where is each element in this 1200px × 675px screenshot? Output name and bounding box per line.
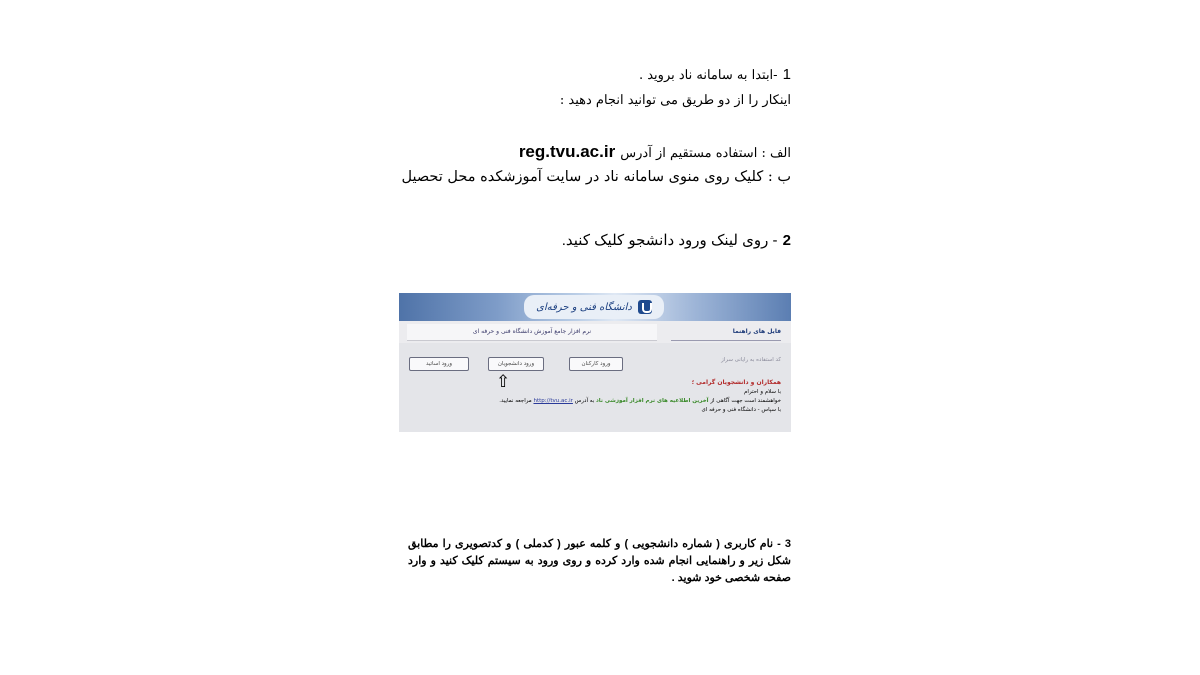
salutation-text: با سلام و احترام (744, 389, 781, 395)
step1-text: -ابتدا به سامانه ناد بروید . (638, 68, 778, 83)
step3-part1: 3 - نام کاربری ( شماره دانشجویی ) و کلمه عبور ( کدملی ) و کدتصویری را مطابق شکل زیر و راهنمایی انجام شده وارد کرده و روی (408, 538, 791, 567)
option-a-url[interactable]: reg.tvu.ac.ir (518, 142, 616, 161)
step1-option-a (519, 142, 791, 162)
message-mid: به آدرس (574, 398, 595, 404)
step3-part2: کلیک کنید و وارد صفحه شخصی خود شوید . (408, 555, 791, 584)
step1-line2: اینکار را از دو طریق می توانید انجام دهید : (559, 93, 791, 108)
option-a-prefix: الف : استفاده مستقیم از آدرس (620, 146, 791, 161)
staff-login-button[interactable]: ورود کارکنان (569, 357, 623, 371)
greeting-text: همکاران و دانشجویان گرامی ؛ (691, 379, 781, 386)
step1-line (639, 64, 791, 83)
message-suffix: مراجعه نمایید. (499, 398, 532, 404)
message-url-link[interactable]: http://tvu.ac.ir (533, 398, 573, 404)
up-arrow-icon: ⇧ (496, 372, 511, 392)
message-highlight: آخرین اطلاعیه های نرم افزار آموزشی ناد (595, 398, 709, 404)
student-login-button[interactable]: ورود دانشجویان (488, 357, 544, 371)
step2-line (562, 230, 791, 249)
logo-text: دانشگاه فنی و حرفه‌ای (536, 301, 632, 313)
message-text (499, 398, 781, 404)
nav-title: نرم افزار جامع آموزش دانشگاه فنی و حرفه ای (407, 324, 657, 341)
university-logo (524, 295, 664, 319)
step3-bold: ورود به سیستم (487, 555, 559, 567)
step2-text: - روی لینک ورود دانشجو کلیک کنید. (561, 232, 778, 249)
university-logo-icon (638, 300, 652, 314)
welcome-text: کد استفاده به رایانی سراز (721, 357, 781, 363)
nav-help-link[interactable]: فایل های راهنما (671, 324, 781, 341)
site-nav (399, 321, 791, 343)
signature-text: با سپاس - دانشگاه فنی و حرفه ای (701, 407, 781, 413)
login-page-screenshot (399, 293, 791, 432)
step2-number: 2 (782, 232, 791, 249)
site-body (399, 343, 791, 432)
message-prefix: خواهشمند است جهت آگاهی از (710, 398, 781, 404)
faculty-login-button[interactable]: ورود اساتید (409, 357, 469, 371)
step1-option-b: ب : کلیک روی منوی سامانه ناد در سایت آموزشکده محل تحصیل (401, 169, 791, 185)
step1-number: 1 (782, 66, 791, 83)
step3-paragraph (408, 536, 791, 587)
site-banner (399, 293, 791, 321)
